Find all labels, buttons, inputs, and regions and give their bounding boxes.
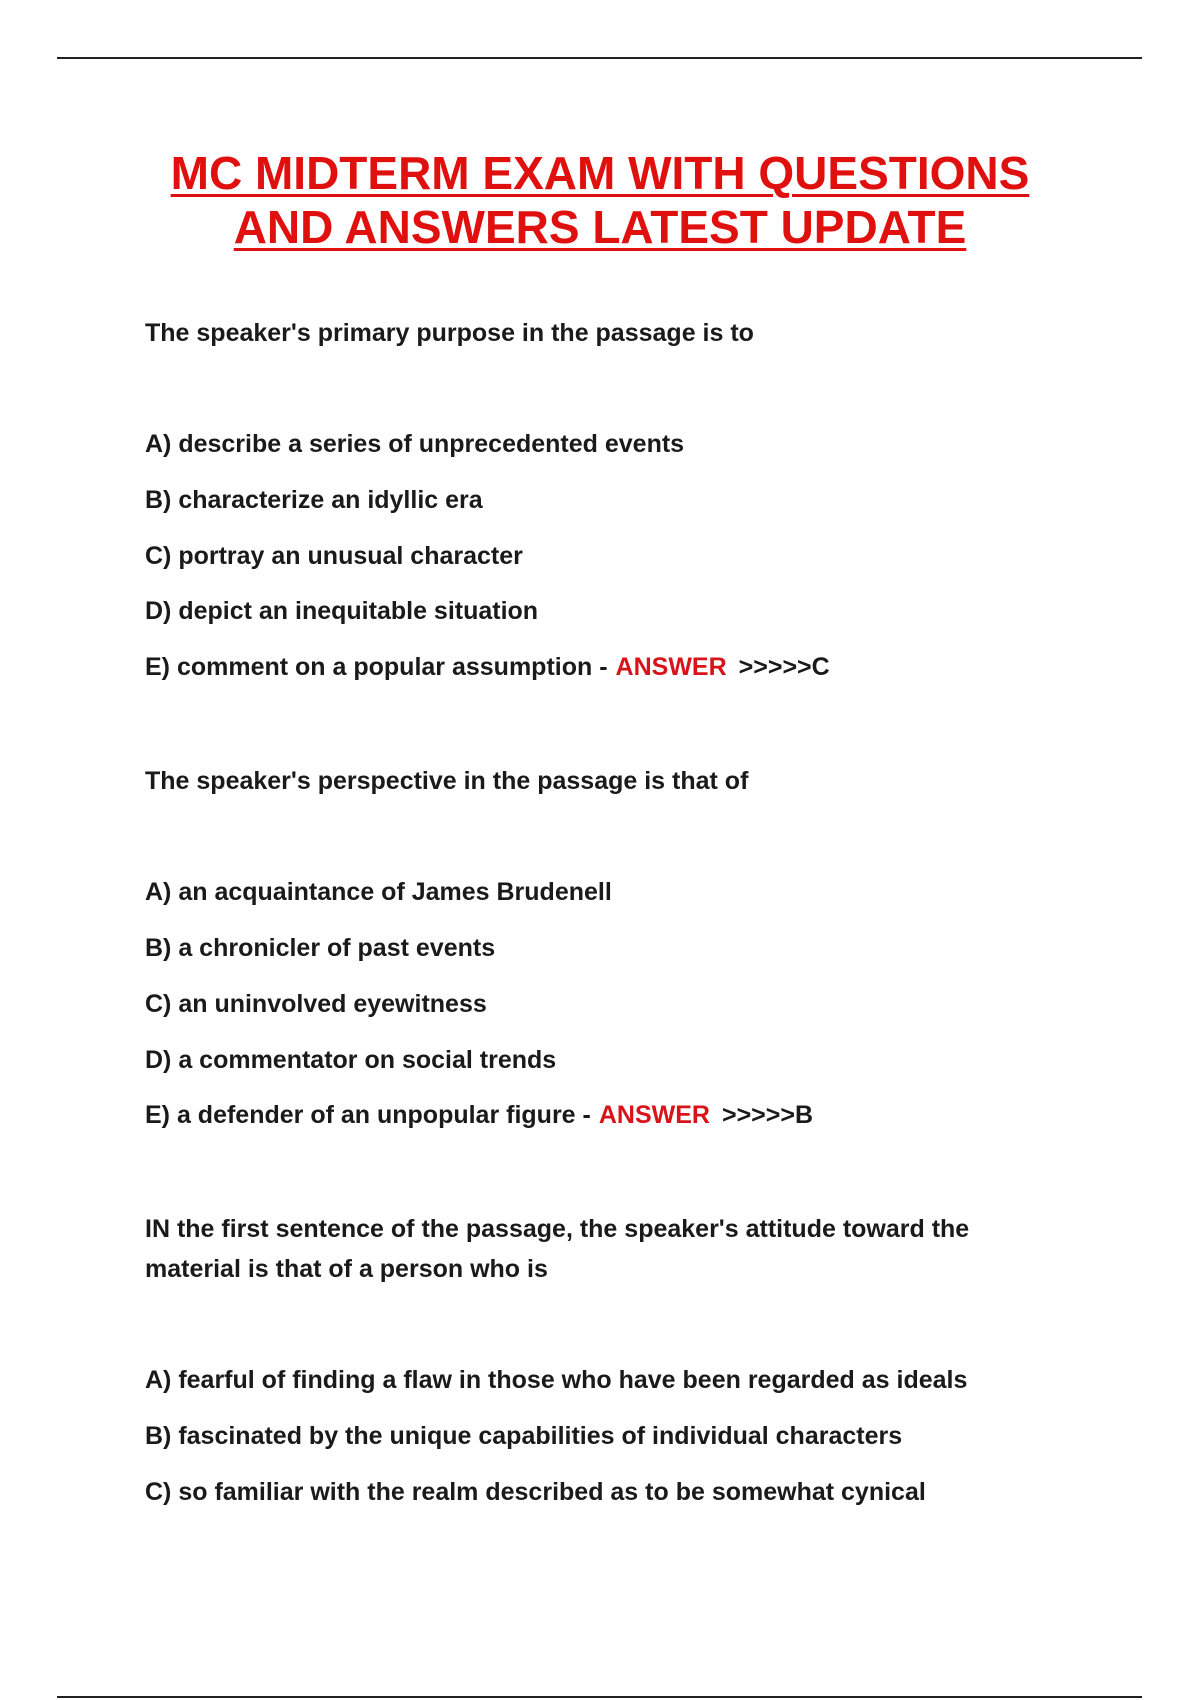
page-title — [0, 146, 1200, 254]
question-2-option-e — [145, 1095, 813, 1135]
question-3-text: IN the first sentence of the passage, the speaker's attitude toward the material is that of a person who is — [145, 1215, 970, 1283]
question-1-option-d: D) depict an inequitable situation — [145, 597, 539, 625]
question-3-option-b: B) fascinated by the unique capabilities of individual characters — [145, 1422, 903, 1450]
question-2-option-b: B) a chronicler of past events — [145, 934, 496, 962]
question-1-option-e — [145, 647, 830, 687]
question-2-option-c: C) an uninvolved eyewitness — [145, 990, 487, 1018]
question-2-answer-label: ANSWER — [598, 1101, 710, 1129]
question-2-option-d: D) a commentator on social trends — [145, 1046, 557, 1074]
question-1-text: The speaker's primary purpose in the passage is to — [145, 319, 754, 347]
question-2-option-a: A) an acquaintance of James Brudenell — [145, 878, 612, 906]
question-1-option-a: A) describe a series of unprecedented events — [145, 430, 685, 458]
question-3-option-c: C) so familiar with the realm described as to be somewhat cynical — [145, 1478, 926, 1506]
question-1-answer-label: ANSWER — [615, 653, 727, 681]
question-2-option-e-text: E) a defender of an unpopular figure - — [145, 1101, 591, 1129]
question-1-option-b: B) characterize an idyllic era — [145, 486, 483, 514]
question-2-answer-value: >>>>>B — [721, 1101, 814, 1129]
question-1-option-c: C) portray an unusual character — [145, 542, 523, 570]
question-1-answer-value: >>>>>C — [738, 653, 830, 681]
question-2-text: The speaker's perspective in the passage is that of — [145, 767, 749, 795]
bottom-rule — [57, 1696, 1142, 1698]
top-rule — [57, 57, 1142, 59]
question-1-option-e-text: E) comment on a popular assumption - — [145, 653, 608, 681]
title-line-2: AND ANSWERS LATEST UPDATE — [233, 201, 967, 253]
question-3-option-a: A) fearful of finding a flaw in those who have been regarded as ideals — [145, 1366, 968, 1394]
title-line-1: MC MIDTERM EXAM WITH QUESTIONS — [170, 147, 1030, 199]
